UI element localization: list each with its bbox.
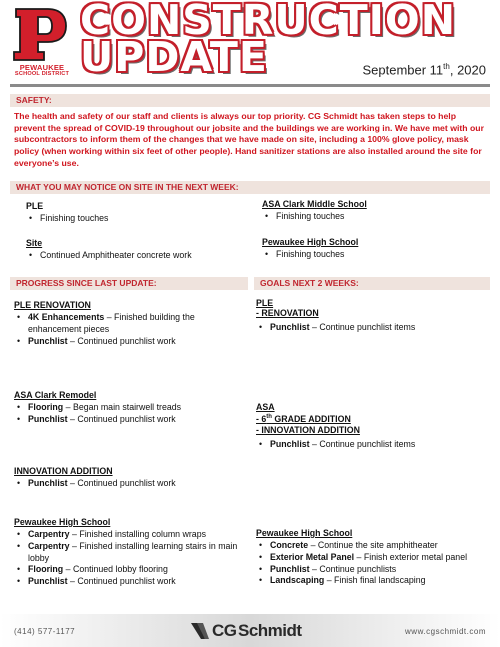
notice-phs: [262, 237, 482, 261]
notice-ple-title: PLE: [26, 201, 44, 211]
logo-line2: SCHOOL DISTRICT: [14, 71, 70, 77]
logo-line1: PEWAUKEE: [19, 63, 65, 72]
notice-phs-title: Pewaukee High School: [262, 237, 359, 247]
progress-innovation-title: INNOVATION ADDITION: [14, 466, 113, 476]
list-item: • Punchlist – Continued punchlist work: [28, 478, 246, 490]
goals-phs-title: Pewaukee High School: [256, 528, 353, 538]
list-item: • Punchlist – Continued punchlist work: [28, 414, 246, 426]
list-item: • Exterior Metal Panel – Finish exterior metal panel: [270, 552, 492, 564]
progress-phs-title: Pewaukee High School: [14, 517, 111, 527]
goals-phs: [256, 528, 492, 587]
title-line2: UPDATE: [80, 33, 268, 81]
goals-asa-sub1: - 6th GRADE ADDITION: [256, 413, 351, 424]
date-main: September 11: [362, 62, 444, 78]
update-date: [362, 62, 486, 77]
notice-heading: WHAT YOU MAY NOTICE ON SITE IN THE NEXT WEEK:: [10, 181, 490, 194]
list-item: • Punchlist – Continued punchlist work: [28, 336, 246, 348]
date-sup: th: [443, 62, 450, 71]
logo-caption: [10, 64, 74, 78]
cg-schmidt-logo: [190, 619, 310, 643]
brand-cg: CG: [212, 621, 237, 640]
list-item: • Punchlist – Continued punchlist work: [28, 576, 246, 588]
notice-asa: [262, 199, 482, 223]
goals-ple-sub: - RENOVATION: [256, 308, 319, 318]
notice-ple: [26, 201, 246, 225]
list-item: • Continued Amphitheater concrete work: [40, 250, 246, 262]
progress-phs: [14, 517, 246, 588]
footer-website: www.cgschmidt.com: [405, 627, 486, 636]
list-item: • Punchlist – Continue punchlists: [270, 564, 492, 576]
list-item: • Punchlist – Continue punchlist items: [270, 322, 488, 334]
list-item: • 4K Enhancements – Finished building the enhancement pieces: [28, 312, 246, 336]
progress-heading: PROGRESS SINCE LAST UPDATE:: [10, 277, 248, 290]
date-year: , 2020: [449, 62, 486, 78]
list-item: • Carpentry – Finished installing column wraps: [28, 529, 246, 541]
progress-ple-title: PLE RENOVATION: [14, 300, 91, 310]
goals-asa: [256, 402, 488, 451]
district-logo: [10, 6, 70, 78]
notice-site-title: Site: [26, 238, 43, 248]
safety-text: The health and safety of our staff and clients is always our top priority. CG Schmidt has taken steps to help prevent the spread of COVID-19 throughout our jobsite and the buildings we are working in. We have met with our subcontractors to inform them of the changes that we have made on site, including a 100% glove policy, mask policy (when working within six feet of other people). Hand sanitizer stations are also installed around the site for everyone’s use.: [14, 111, 484, 168]
progress-asa-title: ASA Clark Remodel: [14, 390, 97, 400]
list-item: • Carpentry – Finished installing learning stairs in main lobby: [28, 541, 246, 565]
list-item: • Finishing touches: [276, 211, 482, 223]
title-line1: CONSTRUCTION: [80, 0, 457, 44]
notice-asa-title: ASA Clark Middle School: [262, 199, 367, 209]
list-item: • Finishing touches: [40, 213, 246, 225]
list-item: • Flooring – Began main stairwell treads: [28, 402, 246, 414]
progress-ple: [14, 300, 246, 347]
notice-site: [26, 238, 246, 262]
list-item: • Flooring – Continued lobby flooring: [28, 564, 246, 576]
goals-heading: GOALS NEXT 2 WEEKS:: [254, 277, 490, 290]
goals-ple-title: PLE: [256, 298, 274, 308]
header-divider: [10, 84, 490, 87]
list-item: • Punchlist – Continue punchlist items: [270, 439, 488, 451]
progress-asa: [14, 390, 246, 426]
goals-asa-sub2: - INNOVATION ADDITION: [256, 425, 360, 436]
list-item: • Finishing touches: [276, 249, 482, 261]
goals-asa-title: ASA: [256, 402, 275, 412]
goals-ple: [256, 298, 488, 333]
list-item: • Concrete – Continue the site amphitheater: [270, 540, 492, 552]
footer-phone: (414) 577-1177: [14, 627, 76, 636]
brand-name: Schmidt: [238, 621, 302, 640]
cg-chevron-icon: [190, 620, 212, 642]
progress-innovation: [14, 466, 246, 490]
pewaukee-p-logo-icon: [12, 6, 68, 62]
list-item: • Landscaping – Finish final landscaping: [270, 575, 492, 587]
safety-heading: SAFETY:: [10, 94, 490, 107]
